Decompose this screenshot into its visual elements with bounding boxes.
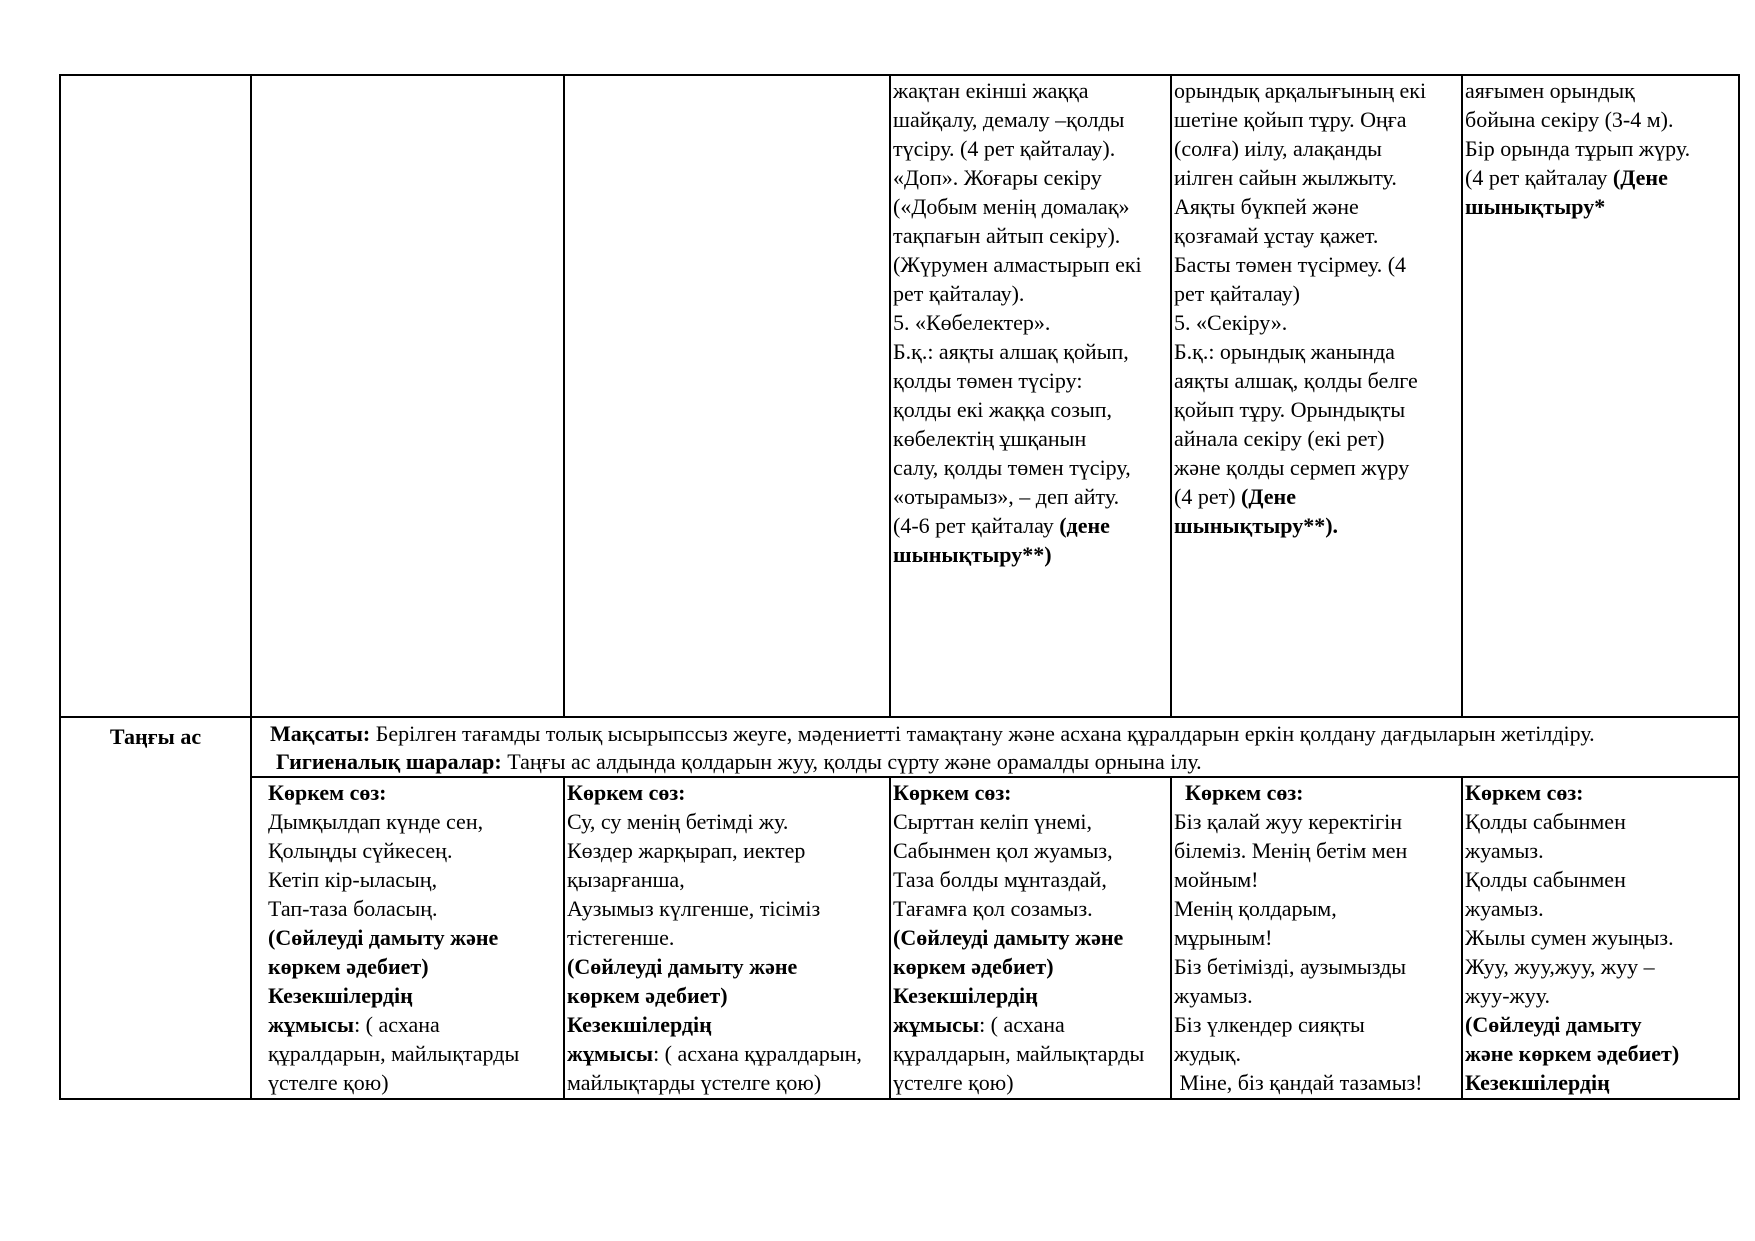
text-line: [1174, 453, 1459, 482]
text-line: [1174, 894, 1459, 923]
plain-text: Қолыңды сүйкесең.: [268, 838, 453, 863]
text-line: [893, 366, 1168, 395]
plain-text: Аяқты бүкпей және: [1174, 194, 1359, 219]
plain-text: майлықтарды үстелге қою): [567, 1070, 822, 1095]
text-line: [1465, 952, 1736, 981]
text-line: [893, 807, 1168, 836]
plain-text: қызарғанша,: [567, 867, 685, 892]
text-line: [1465, 865, 1736, 894]
text-line: [1174, 482, 1459, 511]
plain-text: Қолды сабынмен: [1465, 809, 1626, 834]
plain-text: және қолды сермеп жүру: [1174, 455, 1410, 480]
text-line: [1465, 1068, 1736, 1097]
plain-text: «отырамыз», – деп айту.: [893, 484, 1120, 509]
bold-text: (Сөйлеуді дамыту және: [893, 925, 1124, 950]
bold-text: Көркем сөз:: [893, 780, 1012, 805]
bold-text: (Дене: [1241, 484, 1296, 509]
plain-text: айнала секіру (екі рет): [1174, 426, 1385, 451]
goal-cell: [251, 717, 1739, 777]
text-line: [893, 308, 1168, 337]
text-line: [1465, 192, 1736, 221]
text-line: [893, 1010, 1168, 1039]
text-line: [268, 1010, 561, 1039]
bold-text: (Сөйлеуді дамыту және: [268, 925, 499, 950]
text-line: [1174, 76, 1459, 105]
text-line: [567, 807, 887, 836]
text-line: [268, 923, 561, 952]
schedule-table: [59, 74, 1740, 1100]
plain-text: жуамыз.: [1465, 896, 1544, 921]
bold-text: Кезекшілердің: [893, 983, 1038, 1008]
plain-text: Қолды сабынмен: [1465, 867, 1626, 892]
text-line: [893, 395, 1168, 424]
plain-text: шайқалу, демалу –қолды: [893, 107, 1125, 132]
text-line: [1465, 923, 1736, 952]
plain-text: қойып тұру. Орындықты: [1174, 397, 1406, 422]
plain-text: Тағамға қол созамыз.: [893, 896, 1093, 921]
plain-text: жудық.: [1174, 1041, 1241, 1066]
bold-text: Көркем сөз:: [1174, 780, 1304, 805]
row-label: Таңғы ас: [60, 717, 251, 1099]
text-line: [567, 1039, 887, 1068]
text-line: [268, 778, 561, 807]
text-line: [1174, 395, 1459, 424]
plain-text: құралдарын, майлықтарды: [268, 1041, 520, 1066]
bold-text: шынықтыру**): [893, 542, 1052, 567]
text-line: [1465, 981, 1736, 1010]
text-line: [268, 1068, 561, 1097]
plain-text: Сабынмен қол жуамыз,: [893, 838, 1113, 863]
bold-text: Кезекшілердің: [1465, 1070, 1610, 1095]
plain-text: Дымқылдап күнде сен,: [268, 809, 484, 834]
plain-text: (4 рет қайталау: [1465, 165, 1613, 190]
text-line: [567, 778, 887, 807]
breakfast-cell-col4: [890, 777, 1171, 1099]
text-line: [893, 279, 1168, 308]
text-line: [268, 894, 561, 923]
text-line: [1465, 76, 1736, 105]
text-line: [893, 192, 1168, 221]
text-line: [893, 778, 1168, 807]
text-line: [893, 511, 1168, 540]
plain-text: : ( асхана: [979, 1012, 1065, 1037]
text-line: [893, 1039, 1168, 1068]
exercise-cell-col5: [1171, 75, 1462, 717]
text-line: [893, 923, 1168, 952]
text-line: [567, 1068, 887, 1097]
text-line: [893, 424, 1168, 453]
text-line: [893, 540, 1168, 569]
text-line: [567, 865, 887, 894]
plain-text: Көздер жарқырап, иектер: [567, 838, 806, 863]
empty-cell: [564, 75, 890, 717]
plain-text: мойным!: [1174, 867, 1259, 892]
exercise-row: [60, 75, 1739, 717]
plain-text: тістегенше.: [567, 925, 675, 950]
text-line: [268, 952, 561, 981]
bold-text: көркем әдебиет): [893, 954, 1054, 979]
plain-text: : ( асхана құралдарын,: [653, 1041, 862, 1066]
plain-text: жуу-жуу.: [1465, 983, 1551, 1008]
bold-text: Кезекшілердің: [567, 1012, 712, 1037]
plain-text: Міне, біз қандай тазамыз!: [1174, 1070, 1423, 1095]
text-line: [1465, 1010, 1736, 1039]
text-line: [893, 163, 1168, 192]
plain-text: Кетіп кір-ыласың,: [268, 867, 438, 892]
text-line: [1174, 1068, 1459, 1097]
text-line: [893, 482, 1168, 511]
plain-text: Сырттан келіп үнемі,: [893, 809, 1093, 834]
text-line: [1174, 221, 1459, 250]
text-line: [1465, 134, 1736, 163]
text-line: [1465, 894, 1736, 923]
breakfast-cell-col3: [564, 777, 890, 1099]
text-line: [893, 337, 1168, 366]
text-line: [1174, 192, 1459, 221]
text-line: [1465, 778, 1736, 807]
plain-text: жақтан екінші жаққа: [893, 78, 1089, 103]
text-line: [567, 1010, 887, 1039]
plain-text: Таза болды мұнтаздай,: [893, 867, 1107, 892]
plain-text: орындық арқалығының екі: [1174, 78, 1427, 103]
document-page: [59, 74, 1738, 1100]
plain-text: қозғамай ұстау қажет.: [1174, 223, 1379, 248]
text-line: [567, 894, 887, 923]
text-line: [1174, 1010, 1459, 1039]
bold-text: (Сөйлеуді дамыту және: [567, 954, 798, 979]
plain-text: түсіру. (4 рет қайталау).: [893, 136, 1116, 161]
text-line: [1174, 778, 1459, 807]
text-line: [268, 981, 561, 1010]
plain-text: білеміз. Менің бетім мен: [1174, 838, 1408, 863]
text-line: [1174, 105, 1459, 134]
text-line: [567, 923, 887, 952]
plain-text: Аузымыз күлгенше, тісіміз: [567, 896, 821, 921]
hygiene-text: Таңғы ас алдында қолдарын жуу, қолды сүрту және орамалды орнына ілу.: [501, 749, 1202, 774]
text-line: [893, 952, 1168, 981]
text-line: [893, 894, 1168, 923]
text-line: [893, 981, 1168, 1010]
plain-text: қолды екі жаққа созып,: [893, 397, 1113, 422]
goal-label: Мақсаты:: [270, 721, 371, 746]
plain-text: (солға) иілу, алақанды: [1174, 136, 1382, 161]
text-line: [1174, 952, 1459, 981]
text-line: [1174, 308, 1459, 337]
text-line: [1174, 250, 1459, 279]
plain-text: иілген сайын жылжыту.: [1174, 165, 1397, 190]
plain-text: Б.қ.: аяқты алшақ қойып,: [893, 339, 1129, 364]
breakfast-cell-col2: [251, 777, 564, 1099]
plain-text: : ( асхана: [354, 1012, 440, 1037]
text-line: [567, 981, 887, 1010]
text-line: [1174, 163, 1459, 192]
plain-text: рет қайталау): [1174, 281, 1300, 306]
plain-text: үстелге қою): [268, 1070, 389, 1095]
plain-text: Су, су менің бетімді жу.: [567, 809, 789, 834]
plain-text: (4 рет): [1174, 484, 1242, 509]
breakfast-cell-col6: [1462, 777, 1739, 1099]
plain-text: Тап-таза боласың.: [268, 896, 438, 921]
bold-text: жұмысы: [268, 1012, 355, 1037]
text-line: [1174, 511, 1459, 540]
text-line: [1465, 836, 1736, 865]
bold-text: Көркем сөз:: [268, 780, 387, 805]
plain-text: жуамыз.: [1465, 838, 1544, 863]
plain-text: аяқты алшақ, қолды белге: [1174, 368, 1418, 393]
plain-text: Біз үлкендер сияқты: [1174, 1012, 1365, 1037]
text-line: [893, 250, 1168, 279]
plain-text: (4-6 рет қайталау: [893, 513, 1060, 538]
bold-text: Көркем сөз:: [1465, 780, 1584, 805]
text-line: [1174, 337, 1459, 366]
text-line: [1174, 865, 1459, 894]
plain-text: Бір орында тұрып жүру.: [1465, 136, 1691, 161]
text-line: [893, 105, 1168, 134]
plain-text: рет қайталау).: [893, 281, 1025, 306]
plain-text: тақпағын айтып секіру).: [893, 223, 1121, 248]
plain-text: Б.қ.: орындық жанында: [1174, 339, 1395, 364]
text-line: [1465, 1039, 1736, 1068]
text-line: [1465, 807, 1736, 836]
bold-text: (дене: [1059, 513, 1110, 538]
text-line: [893, 76, 1168, 105]
plain-text: Басты төмен түсірмеу. (4: [1174, 252, 1407, 277]
text-line: [893, 836, 1168, 865]
text-line: [268, 836, 561, 865]
plain-text: Біз бетімізді, аузымызды: [1174, 954, 1407, 979]
text-line: [893, 134, 1168, 163]
goal-text: Берілген тағамды толық ысырыпссыз жеуге, мәдениетті тамақтану және асхана құралдарын еркін қолдану дағдыларын жетілдіру.: [370, 721, 1595, 746]
plain-text: 5. «Секіру».: [1174, 310, 1288, 335]
bold-text: Көркем сөз:: [567, 780, 686, 805]
text-line: [1465, 105, 1736, 134]
plain-text: «Доп». Жоғары секіру: [893, 165, 1102, 190]
plain-text: Менің қолдарым,: [1174, 896, 1337, 921]
bold-text: (Дене: [1612, 165, 1668, 190]
bold-text: көркем әдебиет): [567, 983, 728, 1008]
bold-text: көркем әдебиет): [268, 954, 429, 979]
bold-text: (Сөйлеуді дамыту: [1465, 1012, 1642, 1037]
plain-text: мұрыным!: [1174, 925, 1273, 950]
bold-text: жұмысы: [567, 1041, 654, 1066]
text-line: [1174, 923, 1459, 952]
text-line: [567, 836, 887, 865]
bold-text: және көркем әдебиет): [1465, 1041, 1680, 1066]
text-line: [268, 1039, 561, 1068]
text-line: [1174, 807, 1459, 836]
plain-text: жуамыз.: [1174, 983, 1253, 1008]
plain-text: аяғымен орындық: [1465, 78, 1635, 103]
text-line: [893, 865, 1168, 894]
plain-text: Біз қалай жуу керектігін: [1174, 809, 1403, 834]
text-line: [1174, 836, 1459, 865]
text-line: [268, 865, 561, 894]
empty-cell: [60, 75, 251, 717]
bold-text: Кезекшілердің: [268, 983, 413, 1008]
text-line: [893, 453, 1168, 482]
plain-text: үстелге қою): [893, 1070, 1014, 1095]
text-line: [1174, 981, 1459, 1010]
plain-text: Жуу, жуу,жуу, жуу –: [1465, 954, 1655, 979]
text-line: [893, 221, 1168, 250]
breakfast-goal-row: [60, 717, 1739, 777]
plain-text: (Жүрумен алмастырып екі: [893, 252, 1142, 277]
text-line: [1174, 366, 1459, 395]
exercise-cell-col6: [1462, 75, 1739, 717]
bold-text: жұмысы: [893, 1012, 980, 1037]
plain-text: 5. «Көбелектер».: [893, 310, 1051, 335]
plain-text: бойына секіру (3-4 м).: [1465, 107, 1674, 132]
exercise-cell-col4: [890, 75, 1171, 717]
plain-text: («Добым менің домалақ»: [893, 194, 1130, 219]
breakfast-content-row: [60, 777, 1739, 1099]
plain-text: шетіне қойып тұру. Оңға: [1174, 107, 1407, 132]
text-line: [1174, 134, 1459, 163]
bold-text: шынықтыру**).: [1174, 513, 1339, 538]
plain-text: қолды төмен түсіру:: [893, 368, 1083, 393]
text-line: [1465, 163, 1736, 192]
plain-text: салу, қолды төмен түсіру,: [893, 455, 1131, 480]
text-line: [1174, 424, 1459, 453]
text-line: [1174, 1039, 1459, 1068]
text-line: [893, 1068, 1168, 1097]
bold-text: шынықтыру*: [1465, 194, 1606, 219]
plain-text: Жылы сумен жуыңыз.: [1465, 925, 1674, 950]
text-line: [1174, 279, 1459, 308]
empty-cell: [251, 75, 564, 717]
plain-text: көбелектің ұшқанын: [893, 426, 1087, 451]
breakfast-cell-col5: [1171, 777, 1462, 1099]
text-line: [567, 952, 887, 981]
plain-text: құралдарын, майлықтарды: [893, 1041, 1145, 1066]
text-line: [268, 807, 561, 836]
hygiene-label: Гигиеналық шаралар:: [276, 749, 502, 774]
